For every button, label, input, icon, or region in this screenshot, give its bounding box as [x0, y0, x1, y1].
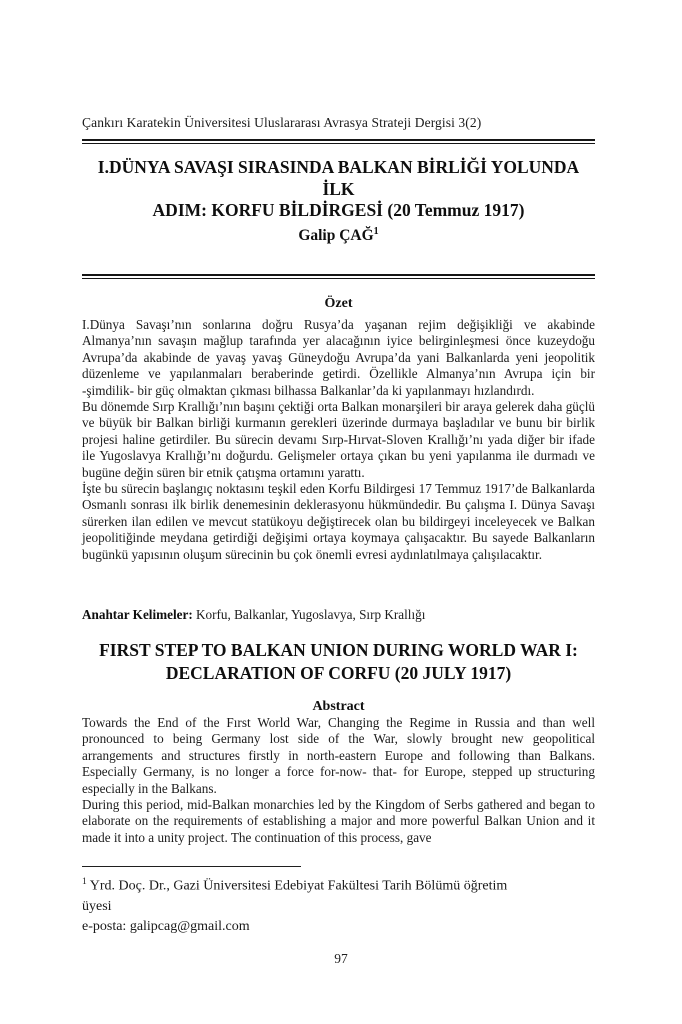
- keywords-text: Korfu, Balkanlar, Yugoslavya, Sırp Krallığı: [192, 607, 426, 622]
- footnote: [82, 872, 595, 937]
- article-title-tr-line1: I.DÜNYA SAVAŞI SIRASINDA BALKAN BİRLİĞİ YOLUNDA İLK: [97, 157, 580, 199]
- article-title-tr-line2: ADIM: KORFU BİLDİRGESİ (20 Temmuz 1917): [152, 200, 525, 220]
- article-title-en: [82, 639, 595, 685]
- ozet-paragraph: Bu dönemde Sırp Krallığı’nın başını çektiği orta Balkan monarşileri bir araya gelerek daha güçlü ve büyük bir Balkan birliği kurmanın gerekleri üzerinde durmaya başladılar ve bunu bir birlik projesi haline getirdiler. Bu sürecin devamı Sırp-Hırvat-Sloven Krallığı’nı yada diğer bir ifade ile Yugoslavya Krallığı’nı doğurdu. Gelişmeler ortaya çıkan bu yeni yapılanma ile durmadı ve bugüne değin süren bir etnik çatışma ortamını yarattı.: [82, 399, 595, 480]
- title-divider-rule: [82, 274, 595, 279]
- header-divider-rule: [82, 139, 595, 144]
- keywords-line: [82, 607, 595, 623]
- author-line: [82, 226, 595, 245]
- author-footnote-ref: 1: [373, 226, 379, 237]
- ozet-abstract-tr: [82, 317, 595, 563]
- footnote-line1: $^1$ Yrd. Doç. Dr., Gazi Üniversitesi Edebiyat Fakültesi Tarih Bölümü öğretim: [82, 877, 508, 894]
- footnote-ref: 1: [82, 877, 87, 887]
- article-title-en-line2: DECLARATION OF CORFU (20 JULY 1917): [165, 663, 512, 683]
- abstract-heading: Abstract: [312, 699, 365, 714]
- ozet-paragraph: I.Dünya Savaşı’nın sonlarına doğru Rusya’da yaşanan rejim değişikliği ve akabinde Almanya’nın savaşın mağlup tarafında yer alacağının iyice belirginleşmesi önce kuzeydoğu Avrupa’da akabinde de yavaş yavaş Güneydoğu Avrupa’da yani Balkanlarda yeni jeopolitik düzenleme ve yapılanmaları beraberinde getirdi. Özellikle Almanya’nın Avrupa için bir -şimdilik- bir güç olmaktan çıkması bilhassa Balkanlar’da ki yapılanmayı hızlandırdı.: [82, 317, 595, 398]
- article-title-en-line1: FIRST STEP TO BALKAN UNION DURING WORLD WAR I:: [99, 640, 578, 660]
- abstract-en: [82, 715, 595, 846]
- ozet-heading: Özet: [324, 296, 353, 311]
- abstract-paragraph: During this period, mid-Balkan monarchies led by the Kingdom of Serbs gathered and began to elaborate on the requirements of establishing a major and more powerful Balkan Union and it made it into a unity project. The continuation of this process, gave: [82, 797, 595, 845]
- footnote-email-line: e-posta: galipcag@gmail.com: [82, 918, 250, 934]
- journal-header: Çankırı Karatekin Üniversitesi Uluslararası Avrasya Strateji Dergisi 3(2): [82, 115, 482, 130]
- keywords-label: Anahtar Kelimeler:: [82, 607, 193, 622]
- abstract-paragraph: Towards the End of the Fırst World War, Changing the Regime in Russia and than well pronounced to being Germany lost side of the War, slowly brought new geopolitical arrangements and structures firstly in north-eastern Europe and following than Balkans. Especially Germany, is no longer a force for-now- that- for Europe, stepped up structuring especially in the Balkans.: [82, 715, 595, 796]
- article-title-tr: [82, 157, 595, 222]
- page-number: 97: [334, 951, 348, 966]
- author-name: Galip ÇAĞ: [298, 227, 374, 245]
- footnote-separator-rule: [82, 866, 301, 867]
- ozet-paragraph: İşte bu sürecin başlangıç noktasını teşkil eden Korfu Bildirgesi 17 Temmuz 1917’de Balkanlarda Osmanlı sonrası ilk birlik denemesinin deklerasyonu hükmündedir. Bu çalışma I. Dünya Savaşı sürerken ilan edilen ve mevcut statükoyu değiştirecek olan bu bildirgeyi inceleyecek ve Balkan jeopolitiğinde meydana getirdiği değişimi ortaya koymaya çalışacaktır. Bu sayede Balkanların bugünkü yapısının oluşum sürecinin bu çok önemli evresi aydınlatılmaya çalışılacaktır.: [82, 481, 595, 562]
- footnote-line2: üyesi: [82, 898, 112, 914]
